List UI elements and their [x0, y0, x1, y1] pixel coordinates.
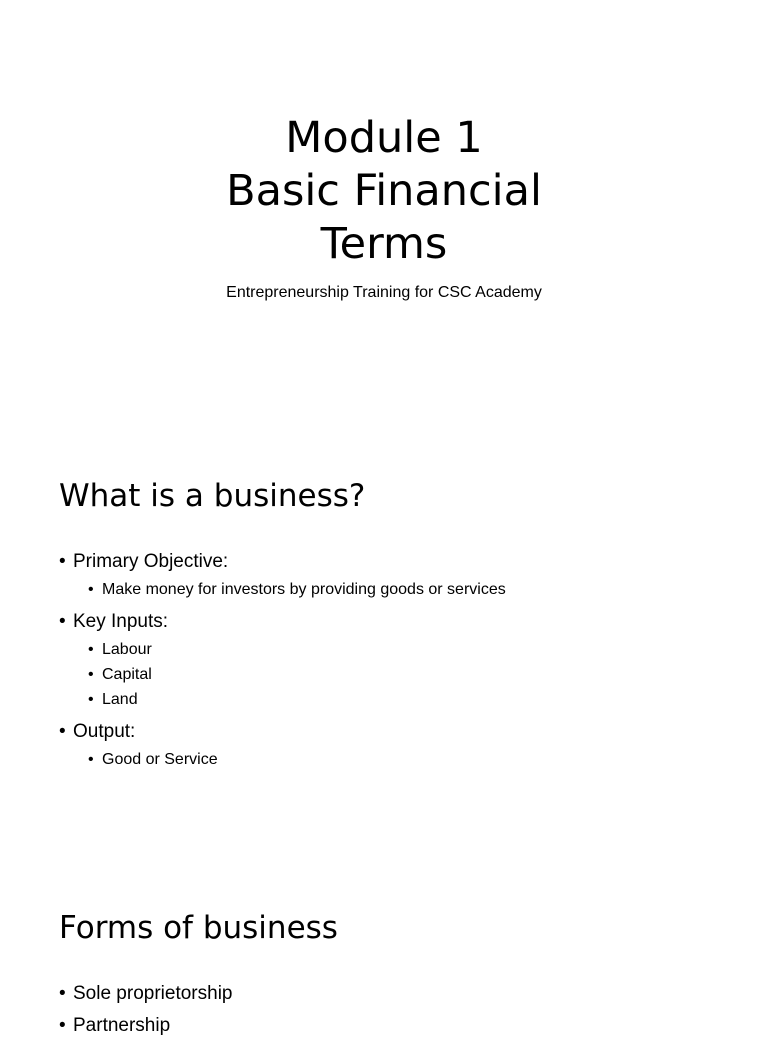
sub-bullet-list	[73, 577, 506, 602]
bullet-marker: •	[59, 721, 66, 742]
sub-bullet-list	[73, 637, 506, 712]
title-line: Module 1	[285, 113, 483, 163]
bullet-text: Partnership	[73, 1015, 171, 1036]
bullet-marker: •	[59, 551, 66, 572]
sub-bullet-list	[73, 747, 506, 772]
title-slide	[0, 0, 768, 400]
bullet-item	[59, 550, 506, 602]
bullet-marker: •	[88, 666, 94, 683]
sub-bullet-item	[73, 747, 506, 772]
sub-bullet-text: Capital	[102, 666, 152, 683]
bullet-text: Key Inputs:	[73, 611, 169, 632]
bullet-text: Sole proprietorship	[73, 983, 233, 1004]
bullet-marker: •	[59, 1015, 66, 1036]
bullet-item	[59, 610, 506, 712]
sub-bullet-text: Land	[102, 691, 138, 708]
slide-heading: What is a business?	[59, 478, 366, 514]
forms-slide	[0, 880, 768, 1036]
sub-bullet-text: Labour	[102, 641, 152, 658]
slide-title	[0, 112, 768, 271]
sub-bullet-item	[73, 687, 506, 712]
bullet-marker: •	[88, 641, 94, 658]
bullet-list	[59, 982, 232, 1038]
sub-bullet-text: Good or Service	[102, 751, 218, 768]
bullet-item	[59, 720, 506, 772]
bullet-marker: •	[88, 691, 94, 708]
bullet-text: Primary Objective:	[73, 551, 229, 572]
sub-bullet-item	[73, 577, 506, 602]
bullet-marker: •	[88, 751, 94, 768]
sub-bullet-item	[73, 662, 506, 687]
sub-bullet-item	[73, 637, 506, 662]
bullet-item	[59, 982, 232, 1006]
title-line: Basic Financial	[226, 166, 542, 216]
slide-subtitle: Entrepreneurship Training for CSC Academy	[226, 284, 542, 301]
bullet-text: Output:	[73, 721, 136, 742]
slide-heading: Forms of business	[59, 910, 338, 946]
bullet-list	[59, 550, 506, 772]
sub-bullet-text: Make money for investors by providing goods or services	[102, 581, 506, 598]
business-slide	[0, 440, 768, 840]
title-line: Terms	[320, 219, 448, 269]
bullet-item	[59, 1014, 232, 1038]
bullet-marker: •	[59, 611, 66, 632]
bullet-marker: •	[88, 581, 94, 598]
bullet-marker: •	[59, 983, 66, 1004]
